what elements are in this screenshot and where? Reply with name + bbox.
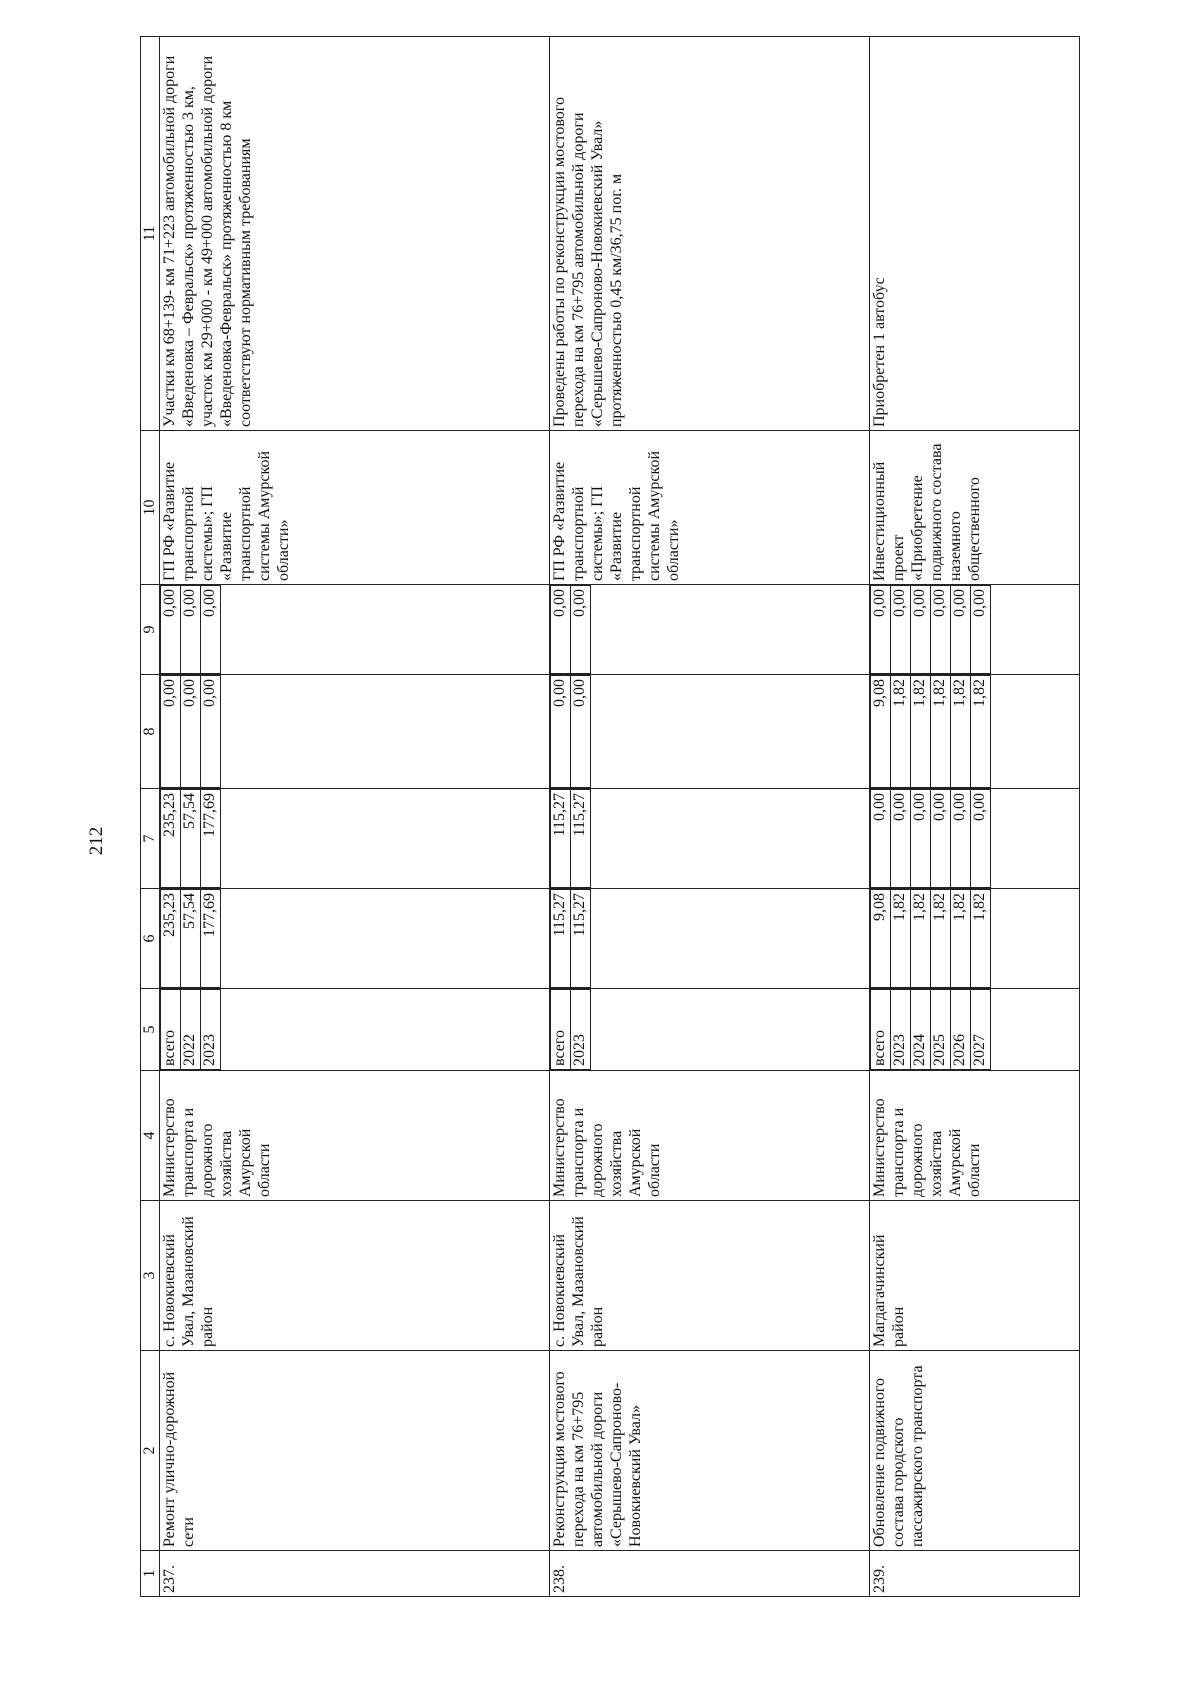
total-amount-cell-group	[160, 889, 550, 989]
year-cell: 2023	[891, 990, 911, 1070]
other-amount-cell: 0,00	[911, 586, 931, 674]
total-amount-cell: 235,23	[161, 890, 181, 988]
total-amount-cell: 1,82	[951, 890, 971, 988]
location-cell: с. Новокиевский Увал, Мазановский район	[160, 1201, 550, 1351]
year-cell: всего	[551, 990, 571, 1070]
executor-cell: Министерство транспорта и дорожного хозяйства Амурской области	[870, 1071, 1080, 1201]
federal-amount-cell: 0,00	[931, 790, 951, 888]
regional-amount-cell: 0,00	[161, 676, 181, 788]
federal-amount-cell: 177,69	[201, 790, 221, 888]
year-cell: всего	[871, 990, 891, 1070]
other-amount-cell: 0,00	[161, 586, 181, 674]
program-cell: Инвестиционный проект «Приобретение подвижного состава наземного общественного	[870, 431, 1080, 585]
federal-amount-cell: 0,00	[891, 790, 911, 888]
total-amount-cell: 1,82	[891, 890, 911, 988]
executor-cell: Министерство транспорта и дорожного хозяйства Амурской области	[160, 1071, 550, 1201]
other-amount-cell: 0,00	[551, 586, 571, 674]
other-amount-cell: 0,00	[951, 586, 971, 674]
total-amount-cell: 1,82	[971, 890, 991, 988]
col-header: 10	[141, 431, 160, 585]
regional-amount-cell: 1,82	[931, 676, 951, 788]
year-cell: 2023	[201, 990, 221, 1070]
federal-amount-cell-group	[550, 789, 870, 889]
column-number-header-row	[141, 37, 160, 1597]
col-header: 4	[141, 1071, 160, 1201]
other-amount-cell: 0,00	[971, 586, 991, 674]
federal-amount-cell: 57,54	[181, 790, 201, 888]
total-amount-cell: 1,82	[931, 890, 951, 988]
other-amount-cell: 0,00	[181, 586, 201, 674]
row-number-cell: 239.	[870, 1551, 1080, 1597]
regional-amount-cell: 0,00	[551, 676, 571, 788]
row-number-cell: 238.	[550, 1551, 870, 1597]
measure-name-cell: Ремонт улично-дорожной сети	[160, 1351, 550, 1551]
total-amount-cell: 57,54	[181, 890, 201, 988]
federal-amount-cell: 115,27	[551, 790, 571, 888]
year-cell: 2023	[571, 990, 591, 1070]
executor-cell: Министерство транспорта и дорожного хозяйства Амурской области	[550, 1071, 870, 1201]
year-cell: 2022	[181, 990, 201, 1070]
federal-amount-cell: 0,00	[971, 790, 991, 888]
year-cell: 2024	[911, 990, 931, 1070]
regional-amount-cell: 1,82	[951, 676, 971, 788]
measure-name-cell: Реконструкция мостового перехода на км 76+795 автомобильной дороги «Серышево-Сапроново-Новокиевский Увал»	[550, 1351, 870, 1551]
total-amount-cell: 1,82	[911, 890, 931, 988]
col-header: 1	[141, 1551, 160, 1597]
col-header: 5	[141, 989, 160, 1071]
program-cell: ГП РФ «Развитие транспортной системы»; ГП «Развитие транспортной системы Амурской области»	[550, 431, 870, 585]
other-amount-cell: 0,00	[891, 586, 911, 674]
regional-amount-cell: 0,00	[571, 676, 591, 788]
other-amount-cell-group	[550, 585, 870, 675]
year-cell-group	[870, 989, 1080, 1071]
year-cell: всего	[161, 990, 181, 1070]
total-amount-cell: 177,69	[201, 890, 221, 988]
regional-amount-cell-group	[550, 675, 870, 789]
federal-amount-cell: 0,00	[951, 790, 971, 888]
col-header: 2	[141, 1351, 160, 1551]
page-number: 212	[86, 826, 107, 856]
col-header: 7	[141, 789, 160, 889]
col-header: 11	[141, 37, 160, 431]
regional-amount-cell: 0,00	[181, 676, 201, 788]
regional-amount-cell: 1,82	[911, 676, 931, 788]
year-cell-group	[160, 989, 550, 1071]
other-amount-cell-group	[160, 585, 550, 675]
regional-amount-cell: 1,82	[891, 676, 911, 788]
federal-amount-cell: 0,00	[871, 790, 891, 888]
table-row	[870, 37, 1080, 1597]
other-amount-cell: 0,00	[201, 586, 221, 674]
other-amount-cell: 0,00	[931, 586, 951, 674]
other-amount-cell: 0,00	[571, 586, 591, 674]
col-header: 9	[141, 585, 160, 675]
row-number-cell: 237.	[160, 1551, 550, 1597]
result-cell: Проведены работы по реконструкции мостового перехода на км 76+795 автомобильной дороги «Серышево-Сапроново-Новокиевский Увал» протяженностью 0,45 км/36,75 пог. м	[550, 37, 870, 431]
total-amount-cell: 9,08	[871, 890, 891, 988]
federal-amount-cell: 0,00	[911, 790, 931, 888]
total-amount-cell: 115,27	[571, 890, 591, 988]
col-header: 6	[141, 889, 160, 989]
location-cell: Магдагачинский район	[870, 1201, 1080, 1351]
table-row	[160, 37, 550, 1597]
year-cell: 2026	[951, 990, 971, 1070]
table-row	[550, 37, 870, 1597]
program-cell: ГП РФ «Развитие транспортной системы»; ГП «Развитие транспортной системы Амурской области»	[160, 431, 550, 585]
result-cell: Приобретен 1 автобус	[870, 37, 1080, 431]
regional-amount-cell: 1,82	[971, 676, 991, 788]
federal-amount-cell-group	[160, 789, 550, 889]
rotated-table-container	[140, 37, 988, 1597]
federal-amount-cell-group	[870, 789, 1080, 889]
total-amount-cell-group	[870, 889, 1080, 989]
other-amount-cell: 0,00	[871, 586, 891, 674]
other-amount-cell-group	[870, 585, 1080, 675]
location-cell: с. Новокиевский Увал, Мазановский район	[550, 1201, 870, 1351]
regional-amount-cell-group	[160, 675, 550, 789]
total-amount-cell: 115,27	[551, 890, 571, 988]
col-header: 3	[141, 1201, 160, 1351]
regional-amount-cell: 9,08	[871, 676, 891, 788]
federal-amount-cell: 115,27	[571, 790, 591, 888]
result-cell: Участки км 68+139- км 71+223 автомобильной дороги «Введеновка – Февральск» протяженностью 3 км, участок км 29+000 - км 49+000 автомобильной дороги «Введеновка-Февральск» протяженностью 8 км соответствуют нормативным требованиям	[160, 37, 550, 431]
year-cell: 2025	[931, 990, 951, 1070]
year-cell-group	[550, 989, 870, 1071]
regional-amount-cell-group	[870, 675, 1080, 789]
measure-name-cell: Обновление подвижного состава городского пассажирского транспорта	[870, 1351, 1080, 1551]
program-table	[140, 36, 1080, 1597]
col-header: 8	[141, 675, 160, 789]
regional-amount-cell: 0,00	[201, 676, 221, 788]
total-amount-cell-group	[550, 889, 870, 989]
federal-amount-cell: 235,23	[161, 790, 181, 888]
year-cell: 2027	[971, 990, 991, 1070]
